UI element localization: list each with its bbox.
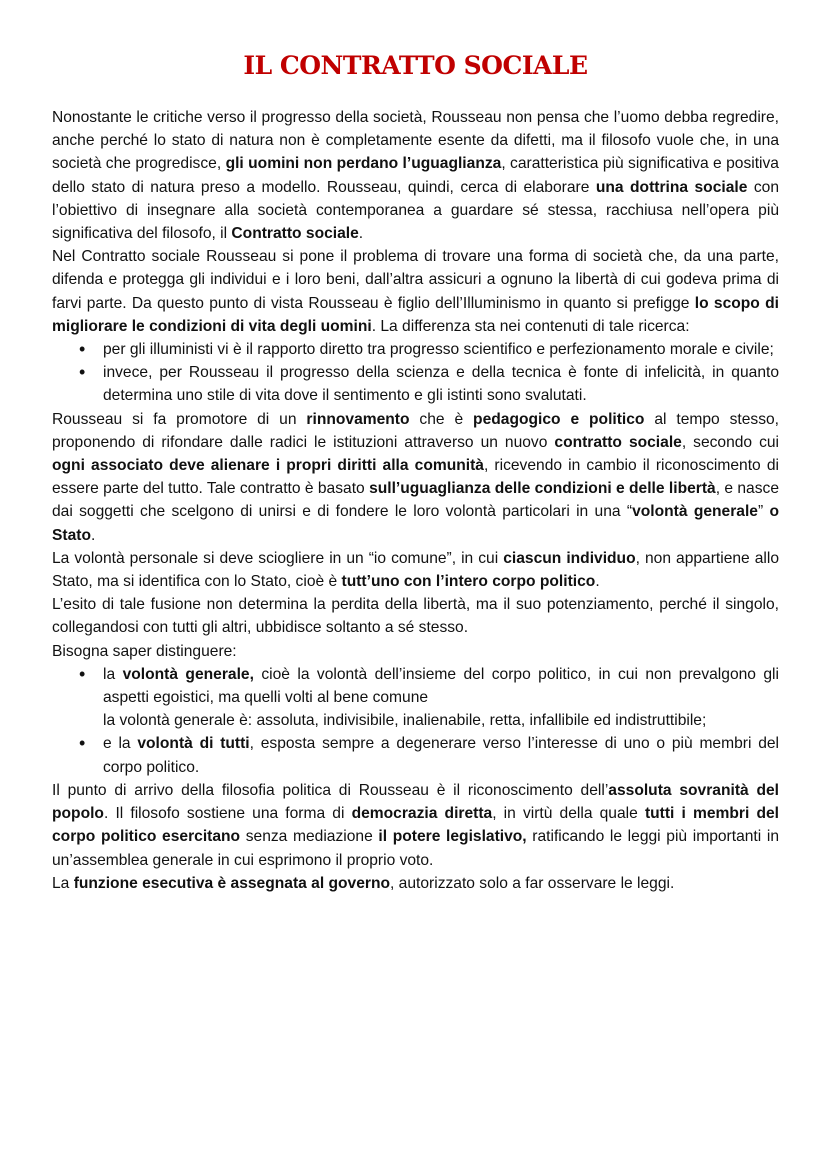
- document-body: [52, 106, 779, 895]
- text-run: Nonostante le critiche verso il progresso della società, Rousseau non pensa che l’uomo debba regredire, anche perché lo stato di natura non è completamente esente da difetti, ma il filosofo vuole che, in una società che progredisce,: [52, 109, 779, 173]
- paragraph: [52, 593, 779, 639]
- text-run: , autorizzato solo a far osservare le leggi.: [390, 874, 675, 892]
- paragraph: [52, 408, 779, 547]
- text-run: , e nasce dai soggetti che scelgono di unirsi e di fondere le loro volontà particolari in una “: [52, 480, 780, 521]
- text-run: , non appartiene allo Stato, ma si identifica con lo Stato, cioè è: [52, 549, 780, 591]
- text-run: e la: [103, 735, 138, 753]
- text-run: L’esito di tale fusione non determina la perdita della libertà, ma il suo potenziamento, perché il singolo, collegandosi con tutti gli altri, ubbidisce soltanto a sé stesso.: [52, 596, 779, 637]
- paragraph: [52, 640, 779, 663]
- bold-text: volontà generale,: [122, 665, 254, 683]
- bold-text: ogni associato deve alienare i propri diritti alla comunità: [52, 457, 484, 475]
- list-item: [103, 361, 779, 407]
- text-run: Bisogna saper distinguere:: [52, 642, 237, 660]
- bold-text: lo scopo di migliorare le condizioni di vita degli uomini: [52, 294, 779, 335]
- paragraph: [52, 106, 779, 245]
- text-run: La: [52, 874, 74, 892]
- text-run: , in virtù della quale: [492, 805, 645, 823]
- bold-text: ciascun individuo: [503, 549, 636, 567]
- bold-text: volontà generale: [632, 503, 758, 521]
- paragraph: [52, 547, 779, 593]
- text-run: , caratteristica più significativa e positiva dello stato di natura preso a modello. Rousseau, quindi, cerca di elaborare: [52, 155, 779, 196]
- bold-text: sull’uguaglianza delle condizioni e delle libertà: [369, 480, 716, 498]
- text-run: cioè la volontà dell’insieme del corpo politico, in cui non prevalgono gli aspetti egoistici, ma quelli volti al bene comune: [103, 665, 779, 707]
- text-run: ”: [757, 503, 770, 521]
- bold-text: gli uomini non perdano l’uguaglianza: [225, 155, 502, 173]
- text-run: La volontà personale si deve sciogliere in un “io comune”, in cui: [52, 549, 504, 567]
- text-run: , ricevendo in cambio il riconoscimento di essere parte del tutto. Tale contratto è basato: [52, 457, 779, 498]
- bullet-list: [52, 663, 779, 779]
- paragraph: [52, 245, 779, 338]
- bold-text: tutt’uno con l’intero corpo politico: [341, 573, 596, 591]
- bold-text: contratto sociale: [554, 433, 682, 451]
- text-run: la: [103, 665, 123, 683]
- paragraph: [52, 779, 779, 872]
- text-run: Il punto di arrivo della filosofia politica di Rousseau è il riconoscimento dell’: [52, 781, 609, 799]
- list-item: [103, 338, 779, 361]
- text-run: .: [595, 573, 600, 591]
- text-run: invece, per Rousseau il progresso della scienza e della tecnica è fonte di infelicità, in quanto determina uno stile di vita dove il sentimento e gli istinti sono svalutati.: [103, 364, 779, 405]
- list-item: [103, 732, 779, 778]
- bold-text: volontà di tutti: [137, 735, 250, 753]
- text-run: , esposta sempre a degenerare verso l’interesse di uno o più membri del corpo politico.: [103, 735, 780, 776]
- bold-text: Contratto sociale: [231, 225, 359, 243]
- text-run: la volontà generale è: assoluta, indivisibile, inalienabile, retta, infallibile ed indistruttibile;: [103, 712, 707, 730]
- text-run: . La differenza sta nei contenuti di tale ricerca:: [371, 317, 690, 335]
- text-run: . Il filosofo sostiene una forma di: [103, 805, 352, 823]
- text-run: per gli illuministi vi è il rapporto diretto tra progresso scientifico e perfezionamento morale e civile;: [103, 341, 774, 359]
- document-title: IL CONTRATTO SOCIALE: [243, 51, 588, 80]
- text-run: .: [90, 526, 96, 544]
- text-run: Rousseau si fa promotore di un: [52, 410, 307, 428]
- bold-text: pedagogico e politico: [473, 410, 645, 428]
- document: [52, 50, 779, 895]
- text-run: al tempo stesso, proponendo di rifondare dalle radici le istituzioni attraverso un nuovo: [52, 410, 780, 451]
- bold-text: una dottrina sociale: [595, 178, 748, 196]
- bold-text: rinnovamento: [306, 410, 410, 428]
- text-run: , secondo cui: [681, 433, 780, 451]
- bold-text: il potere legislativo,: [378, 828, 527, 846]
- bold-text: o Stato: [52, 503, 779, 544]
- text-run: .: [358, 225, 364, 243]
- text-run: senza mediazione: [240, 828, 379, 846]
- bold-text: democrazia diretta: [351, 805, 493, 823]
- text-run: con l’obiettivo di insegnare alla società contemporanea a guardare sé stessa, racchiusa nell’opera più significativa del filosofo, il: [52, 178, 779, 243]
- list-item: [103, 663, 779, 733]
- paragraph: [52, 872, 779, 895]
- text-run: ratificando le leggi più importanti in un’assemblea generale in cui esprimono il proprio voto.: [52, 828, 780, 869]
- bullet-list: [52, 338, 779, 408]
- text-run: che è: [409, 410, 474, 428]
- bold-text: funzione esecutiva è assegnata al governo: [73, 874, 391, 892]
- text-run: Nel Contratto sociale Rousseau si pone il problema di trovare una forma di società che, da una parte, difenda e protegga gli individui e i loro beni, dall’altra assicuri a ognuno la libertà di cui godeva prima di farvi parte. Da questo punto di vista Rousseau è figlio dell’Illuminismo in quanto si prefigge: [52, 248, 779, 312]
- bold-text: tutti i membri del corpo politico esercitano: [52, 805, 779, 846]
- bold-text: assoluta sovranità del popolo: [52, 781, 779, 823]
